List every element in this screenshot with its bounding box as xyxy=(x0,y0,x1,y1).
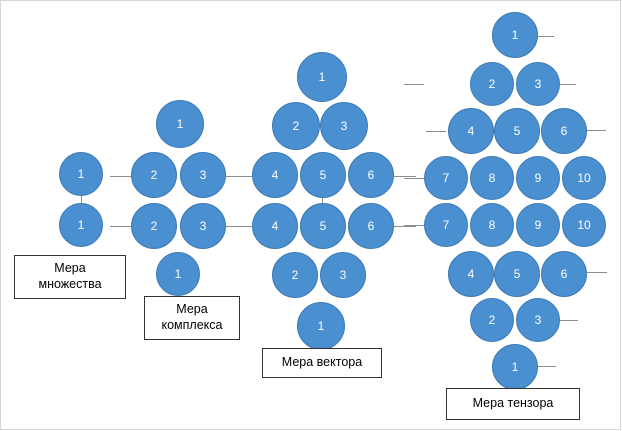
node-tensor-8[interactable]: 9 xyxy=(516,156,560,200)
node-tensor-4[interactable]: 5 xyxy=(494,108,540,154)
node-complex-4[interactable]: 3 xyxy=(180,203,226,249)
connector-vector-2 xyxy=(394,176,416,177)
label-vector-text xyxy=(282,355,362,371)
node-tensor-6[interactable]: 7 xyxy=(424,156,468,200)
node-tensor-7[interactable]: 8 xyxy=(470,156,514,200)
connector-complex-0 xyxy=(110,176,132,177)
node-complex-2[interactable]: 3 xyxy=(180,152,226,198)
node-set-1[interactable]: 1 xyxy=(59,203,103,247)
node-vector-1[interactable]: 2 xyxy=(272,102,320,150)
node-vector-4[interactable]: 5 xyxy=(300,152,346,198)
node-vector-11[interactable]: 1 xyxy=(297,302,345,350)
node-complex-0[interactable]: 1 xyxy=(156,100,204,148)
node-vector-3[interactable]: 4 xyxy=(252,152,298,198)
node-tensor-5[interactable]: 6 xyxy=(541,108,587,154)
label-complex-line-0: Мера xyxy=(176,302,208,317)
node-vector-10[interactable]: 3 xyxy=(320,252,366,298)
connector-tensor-11 xyxy=(404,84,424,85)
node-tensor-3[interactable]: 4 xyxy=(448,108,494,154)
connector-tensor-3 xyxy=(404,178,424,179)
node-tensor-13[interactable]: 10 xyxy=(562,203,606,247)
label-tensor-line-0: Мера тензора xyxy=(472,396,554,411)
label-set xyxy=(14,255,126,299)
label-complex-line-1: комплекса xyxy=(161,318,223,332)
node-tensor-0[interactable]: 1 xyxy=(492,12,538,58)
node-tensor-1[interactable]: 2 xyxy=(470,62,514,106)
node-vector-9[interactable]: 2 xyxy=(272,252,318,298)
node-tensor-11[interactable]: 8 xyxy=(470,203,514,247)
label-complex-text xyxy=(162,302,223,333)
node-set-0[interactable]: 1 xyxy=(59,152,103,196)
node-complex-5[interactable]: 1 xyxy=(156,252,200,296)
node-vector-7[interactable]: 5 xyxy=(300,203,346,249)
node-complex-1[interactable]: 2 xyxy=(131,152,177,198)
node-tensor-19[interactable]: 1 xyxy=(492,344,538,390)
node-tensor-9[interactable]: 10 xyxy=(562,156,606,200)
node-tensor-10[interactable]: 7 xyxy=(424,203,468,247)
connector-tensor-2 xyxy=(586,130,606,131)
label-tensor-text xyxy=(473,396,554,412)
connector-vector-0 xyxy=(230,176,252,177)
node-tensor-12[interactable]: 9 xyxy=(516,203,560,247)
node-vector-2[interactable]: 3 xyxy=(320,102,368,150)
node-tensor-15[interactable]: 5 xyxy=(494,251,540,297)
node-tensor-17[interactable]: 2 xyxy=(470,298,514,342)
label-vector xyxy=(262,348,382,378)
node-tensor-14[interactable]: 4 xyxy=(448,251,494,297)
connector-vector-1 xyxy=(230,226,252,227)
connector-tensor-10 xyxy=(426,131,446,132)
label-tensor xyxy=(446,388,580,420)
node-vector-8[interactable]: 6 xyxy=(348,203,394,249)
node-vector-6[interactable]: 4 xyxy=(252,203,298,249)
node-tensor-16[interactable]: 6 xyxy=(541,251,587,297)
connector-tensor-9 xyxy=(536,366,556,367)
label-complex xyxy=(144,296,240,340)
label-set-line-1: множества xyxy=(38,277,102,291)
node-vector-0[interactable]: 1 xyxy=(297,52,347,102)
connector-tensor-7 xyxy=(587,272,607,273)
connector-complex-1 xyxy=(110,226,132,227)
node-complex-3[interactable]: 2 xyxy=(131,203,177,249)
label-vector-line-0: Мера вектора xyxy=(281,355,363,370)
node-tensor-18[interactable]: 3 xyxy=(516,298,560,342)
label-set-text xyxy=(38,261,101,292)
node-vector-5[interactable]: 6 xyxy=(348,152,394,198)
label-set-line-0: Мера xyxy=(54,261,86,276)
connector-tensor-4 xyxy=(404,225,424,226)
connector-tensor-8 xyxy=(558,320,578,321)
node-tensor-2[interactable]: 3 xyxy=(516,62,560,106)
connector-vector-3 xyxy=(394,226,416,227)
